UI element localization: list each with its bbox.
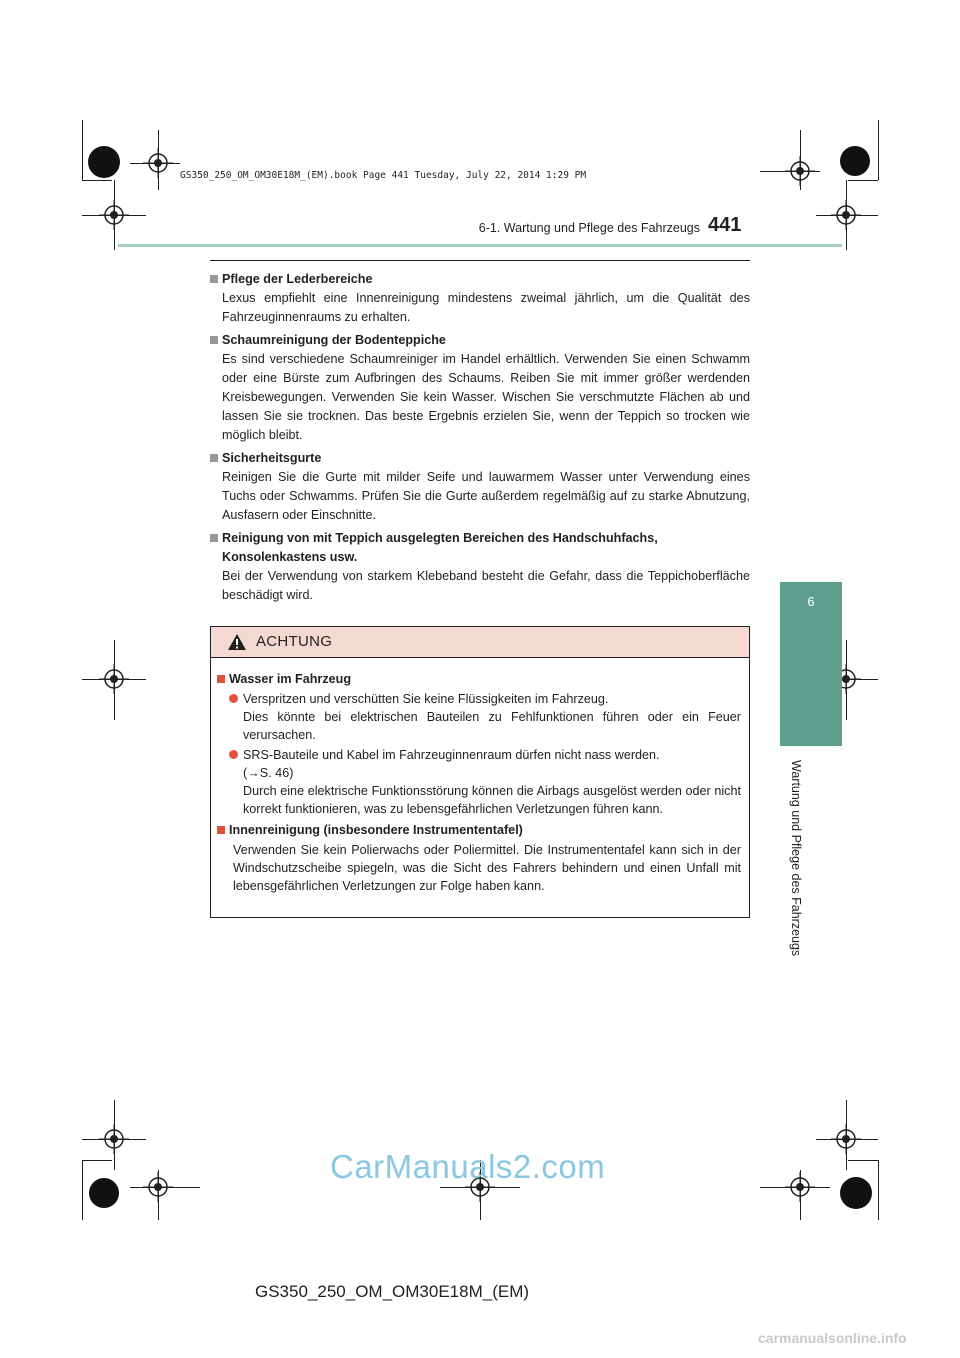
- section-carpeted-areas: [210, 529, 750, 605]
- section-heading: Pflege der Lederbereiche: [210, 270, 750, 289]
- section-body: Lexus empfiehlt eine Innenreinigung mindestens zweimal jährlich, um die Qualität des Fahrzeuginnenraums zu erhalten.: [222, 291, 750, 324]
- warning-bullet: Verspritzen und verschütten Sie keine Flüssigkeiten im Fahrzeug. Dies könnte bei elektrischen Bauteilen zu Fehlfunktionen führen oder ein Feuer verursachen.: [217, 690, 741, 744]
- warning-item-interior-cleaning: [217, 821, 741, 895]
- header-rule: [118, 244, 842, 247]
- section-square-icon: [210, 275, 218, 283]
- section-square-icon: [210, 336, 218, 344]
- section-square-icon: [210, 534, 218, 542]
- section-leather: [210, 270, 750, 327]
- warning-header: [211, 627, 749, 658]
- section-carpet-foam: [210, 331, 750, 445]
- registration-dot-icon: [89, 1178, 119, 1208]
- section-heading: Schaumreinigung der Bodenteppiche: [210, 331, 750, 350]
- section-body: Bei der Verwendung von starkem Klebeband besteht die Gefahr, dass die Teppichoberfläche beschädigt wird.: [222, 569, 750, 602]
- warning-item-water: [217, 670, 741, 818]
- section-body: Reinigen Sie die Gurte mit milder Seife und lauwarmem Wasser unter Verwendung eines Tuchs oder Schwamms. Prüfen Sie die Gurte außerdem regelmäßig auf zu starke Abnutzung, Ausfasern oder Einschnitte.: [222, 470, 750, 522]
- bullet-dot-icon: [229, 694, 238, 703]
- main-content: [210, 270, 750, 609]
- content-top-rule: [210, 260, 750, 261]
- section-body: Es sind verschiedene Schaumreiniger im Handel erhältlich. Verwenden Sie einen Schwamm oder eine Bürste zum Aufbringen des Schaums. Reiben Sie mit immer größer werdenden Kreisbewegungen. Verwenden Sie kein Wasser. Wischen Sie verschmutzte Flächen ab und lassen Sie sie trocknen. Das beste Ergebnis erzielen Sie, wenn der Teppich so trocken wie möglich bleibt.: [222, 352, 750, 442]
- footer-document-code: GS350_250_OM_OM30E18M_(EM): [255, 1282, 530, 1301]
- book-info-line: GS350_250_OM_OM30E18M_(EM).book Page 441 Tuesday, July 22, 2014 1:29 PM: [180, 170, 587, 181]
- chapter-tab-number: 6: [807, 594, 815, 609]
- warning-square-icon: [217, 826, 225, 834]
- header-section-title: 6-1. Wartung und Pflege des Fahrzeugs: [478, 221, 700, 235]
- footer-site-watermark: carmanualsonline.info: [758, 1330, 907, 1346]
- warning-square-icon: [217, 675, 225, 683]
- warning-item-heading: Wasser im Fahrzeug: [217, 670, 741, 688]
- warning-box: [210, 626, 750, 918]
- warning-title: ACHTUNG: [256, 633, 333, 650]
- section-heading: Reinigung von mit Teppich ausgelegten Bereichen des Handschuhfachs, Konsolenkastens usw.: [210, 529, 750, 567]
- warning-bullet: SRS-Bauteile und Kabel im Fahrzeuginnenraum dürfen nicht nass werden. (→S. 46) Durch eine elektrische Funktionsstörung können die Airbags ausgelöst werden oder nicht korrekt funktionieren, was zu lebensgefährlichen Verletzungen führen kann.: [217, 746, 741, 818]
- section-heading: Sicherheitsgurte: [210, 449, 750, 468]
- chapter-side-label: [787, 760, 805, 960]
- warning-triangle-icon: [227, 633, 247, 651]
- section-square-icon: [210, 454, 218, 462]
- chapter-side-label-text: Wartung und Pflege des Fahrzeugs: [789, 760, 803, 957]
- registration-starburst-icon: [840, 1177, 872, 1209]
- watermark-logo: CarManuals2.com: [330, 1148, 606, 1185]
- warning-item-body: Verwenden Sie kein Polierwachs oder Poliermittel. Die Instrumententafel kann sich in der Windschutzscheibe spiegeln, was die Sicht des Fahrers behindern und einen Unfall mit lebensgefährlichen Verletzungen zur Folge haben kann.: [233, 843, 741, 893]
- registration-starburst-icon: [88, 146, 120, 178]
- page-number: 441: [708, 214, 742, 236]
- warning-content: [211, 658, 749, 895]
- page-reference[interactable]: (→S. 46): [243, 766, 294, 780]
- section-seatbelts: [210, 449, 750, 525]
- warning-item-heading: Innenreinigung (insbesondere Instrumententafel): [217, 821, 741, 839]
- registration-dot-icon: [840, 146, 870, 176]
- bullet-dot-icon: [229, 750, 238, 759]
